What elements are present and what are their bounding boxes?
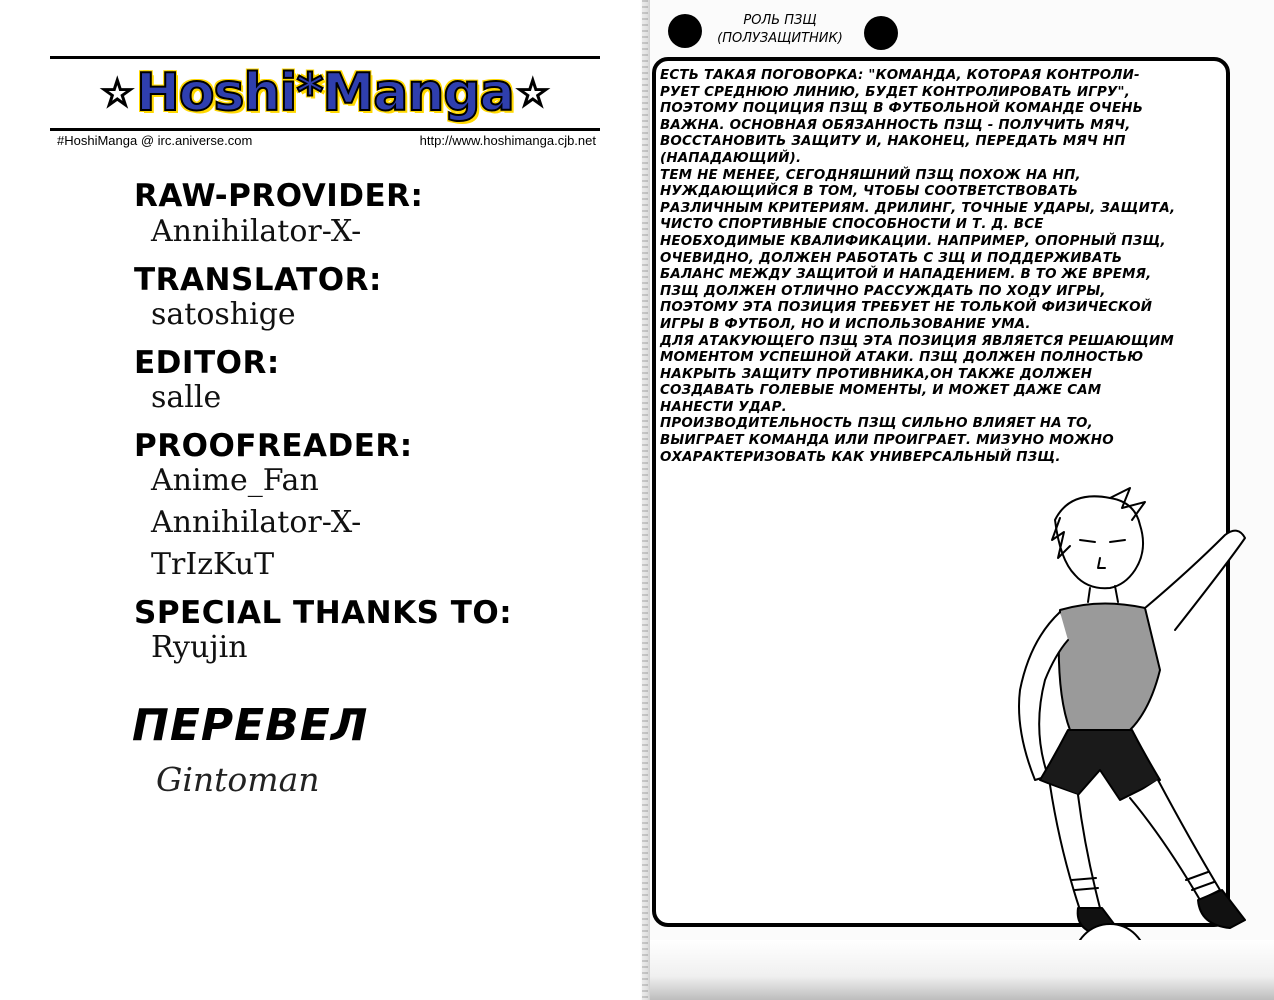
editor-name: salle [151,380,222,415]
scan-edge [642,0,648,1000]
proofreader-name: Annihilator-X- [151,505,362,540]
special-thanks-heading: SPECIAL THANKS TO: [134,595,513,631]
banner-rule-bottom [50,128,600,131]
star-icon: ☆ [100,71,135,115]
title-dot-right [864,16,898,50]
logo-text: Hoshi*Manga [136,63,514,123]
website-url: http://www.hoshimanga.cjb.net [419,133,596,148]
panel-body-text: ЕСТЬ ТАКАЯ ПОГОВОРКА: "КОМАНДА, КОТОРАЯ КОНТРОЛИ- РУЕТ СРЕДНЮЮ ЛИНИЮ, БУДЕТ КОНТРОЛИРОВАТЬ ИГРУ", ПОЭТОМУ ПОЦИЦИЯ ПЗЩ В ФУТБОЛЬНОЙ КОМАНДЕ ОЧЕНЬ ВАЖНА. ОСНОВНАЯ ОБЯЗАННОСТЬ ПЗЩ - ПОЛУЧИТЬ МЯЧ, ВОССТАНОВИТЬ ЗАЩИТУ И, НАКОНЕЦ, ПЕРЕДАТЬ МЯЧ НП (НАПАДАЮЩИЙ). ТЕМ НЕ МЕНЕЕ, СЕГОДНЯШНИЙ ПЗЩ ПОХОЖ НА НП, НУЖДАЮЩИЙСЯ В ТОМ, ЧТОБЫ СООТВЕТСТВОВАТЬ РАЗЛИЧНЫМ КРИТЕРИЯМ. ДРИЛИНГ, ТОЧНЫЕ УДАРЫ, ЗАЩИТА, ЧИСТО СПОРТИВНЫЕ СПОСОБНОСТИ И Т. Д. ВСЕ НЕОБХОДИМЫЕ КВАЛИФИКАЦИИ. НАПРИМЕР, ОПОРНЫЙ ПЗЩ, ОЧЕВИДНО, ДОЛЖЕН РАБОТАТЬ С ЗЩ И ПОДДЕРЖИВАТЬ БАЛАНС МЕЖДУ ЗАЩИТОЙ И НАПАДЕНИЕМ. В ТО ЖЕ ВРЕМЯ, ПЗЩ ДОЛЖЕН ОТЛИЧНО РАССУЖДАТЬ ПО ХОДУ ИГРЫ, ПОЭТОМУ ЭТА ПОЗИЦИЯ ТРЕБУЕТ НЕ ТОЛЬКОЙ ФИЗИЧЕСКОЙ ИГРЫ В ФУТБОЛ, НО И ИСПОЛЬЗОВАНИЕ УМА. ДЛЯ АТАКУЮЩЕГО ПЗЩ ЭТА ПОЗИЦИЯ ЯВЛЯЕТСЯ РЕШАЮЩИМ МОМЕНТОМ УСПЕШНОЙ АТАКИ. ПЗЩ ДОЛЖЕН ПОЛНОСТЬЮ НАКРЫТЬ ЗАЩИТУ ПРОТИВНИКА,ОН ТАКЖЕ ДОЛЖЕН СОЗДАВАТЬ ГОЛЕВЫЕ МОМЕНТЫ, И МОЖЕТ ДАЖЕ САМ НАНЕСТИ УДАР. ПРОИЗВОДИТЕЛЬНОСТЬ ПЗЩ СИЛЬНО ВЛИЯЕТ НА ТО, ВЫИГРАЕТ КОМАНДА ИЛИ ПРОИГРАЕТ. МИЗУНО МОЖНО ОХАРАКТЕРИЗОВАТЬ КАК УНИВЕРСАЛЬНЫЙ ПЗЩ. [660,68,1176,465]
translated-by-heading: ПЕРЕВЕЛ [132,700,369,751]
translated-by-name: Gintoman [156,760,320,799]
hoshimanga-logo [50,59,600,127]
title-dot-left [668,14,702,48]
proofreader-name: TrIzKuT [151,547,275,582]
special-thanks-name: Ryujin [151,630,248,665]
soccer-player-illustration [960,480,1260,1000]
star-icon: ☆ [515,71,550,115]
role-title-line2: (ПОЛУЗАЩИТНИК) [717,31,843,46]
role-title-line1: РОЛЬ ПЗЩ [743,13,817,28]
editor-heading: EDITOR: [134,345,280,381]
translator-name: satoshige [151,297,296,332]
raw-provider-heading: RAW-PROVIDER: [134,178,424,214]
irc-channel: #HoshiManga @ irc.aniverse.com [57,133,253,148]
proofreader-name: Anime_Fan [151,463,319,498]
page-bottom-shadow [650,940,1274,1000]
role-title [700,12,860,48]
proofreader-heading: PROOFREADER: [134,428,413,464]
raw-provider-name: Annihilator-X- [151,214,362,249]
translator-heading: TRANSLATOR: [134,262,382,298]
